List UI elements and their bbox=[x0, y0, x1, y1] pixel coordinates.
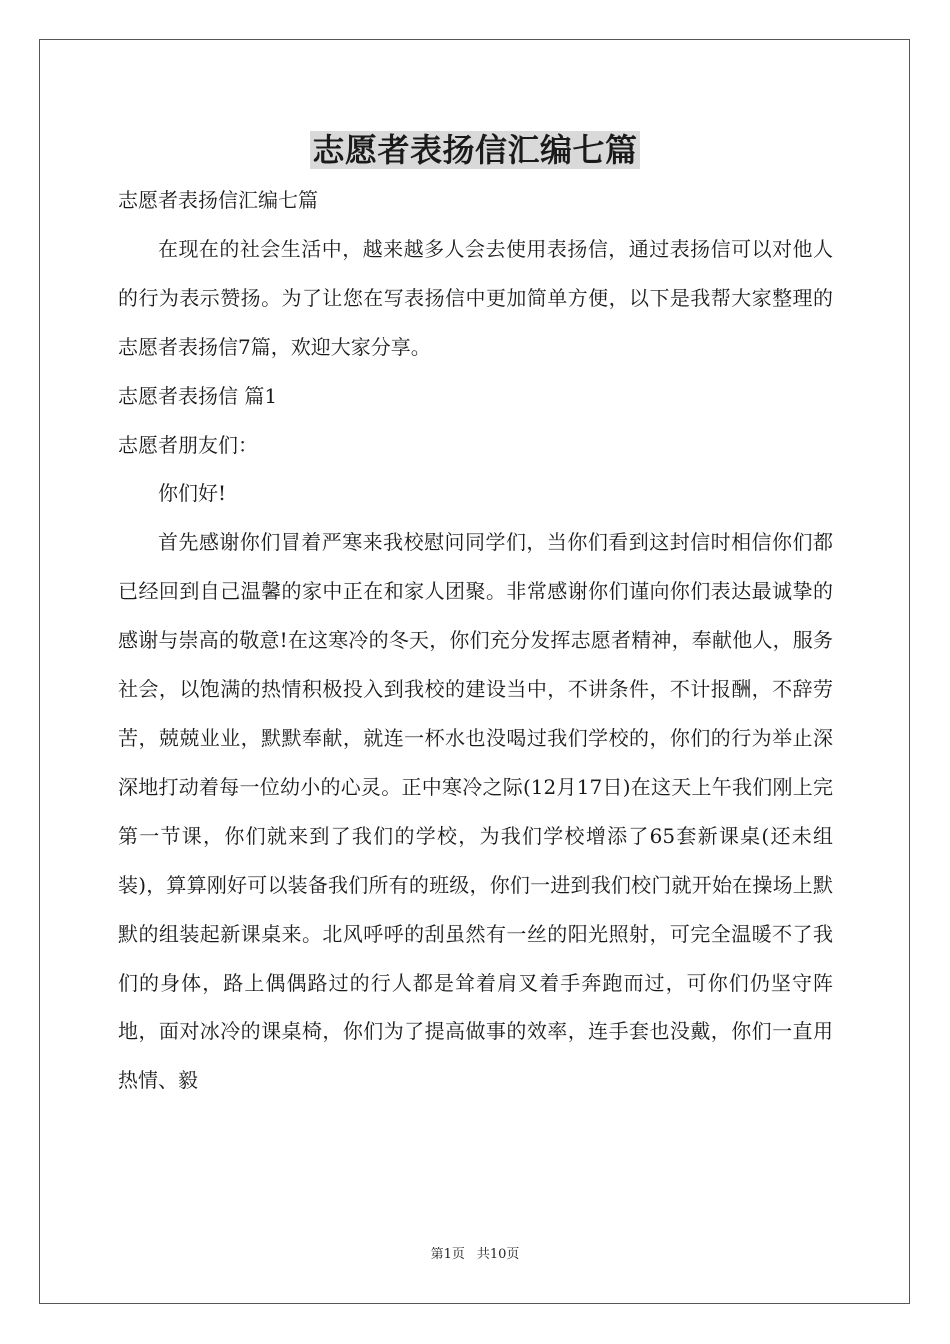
intro-paragraph: 在现在的社会生活中，越来越多人会去使用表扬信，通过表扬信可以对他人的行为表示赞扬。为了让您在写表扬信中更加简单方便，以下是我帮大家整理的志愿者表扬信7篇，欢迎大家分享。 bbox=[118, 236, 833, 359]
document-title-text: 志愿者表扬信汇编七篇 bbox=[312, 131, 638, 169]
body-paragraph: 首先感谢你们冒着严寒来我校慰问同学们，当你们看到这封信时相信你们都已经回到自己温馨的家中正在和家人团聚。非常感谢你们谨向你们表达最诚挚的感谢与崇高的敬意!在这寒冷的冬天，你们充分发挥志愿者精神，奉献他人，服务社会，以饱满的热情积极投入到我校的建设当中，不讲条件，不计报酬，不辞劳苦，兢兢业业，默默奉献，就连一杯水也没喝过我们学校的，你们的行为举止深深地打动着每一位幼小的心灵。正中寒冷之际(12月17日)在这天上午我们刚上完第一节课，你们就来到了我们的学校，为我们学校增添了65套新课桌(还未组装)，算算刚好可以装备我们所有的班级，你们一进到我们校门就开始在操场上默默的组装起新课桌来。北风呼呼的刮虽然有一丝的阳光照射，可完全温暖不了我们的身体，路上偶偶路过的行人都是耸着肩叉着手奔跑而过，可你们仍坚守阵地，面对冰冷的课桌椅，你们为了提高做事的效率，连手套也没戴，你们一直用热情、毅 bbox=[118, 530, 833, 1093]
subtitle-paragraph: 志愿者表扬信汇编七篇 bbox=[118, 188, 318, 212]
document-title bbox=[0, 130, 950, 170]
page-footer bbox=[0, 1246, 950, 1264]
document-body bbox=[118, 176, 833, 1105]
greeting: 你们好! bbox=[158, 481, 227, 506]
salutation: 志愿者朋友们： bbox=[118, 432, 258, 457]
section-heading: 志愿者表扬信 篇1 bbox=[118, 383, 278, 408]
page-number: 第1页 bbox=[430, 1247, 465, 1262]
page-total: 共10页 bbox=[476, 1247, 520, 1262]
